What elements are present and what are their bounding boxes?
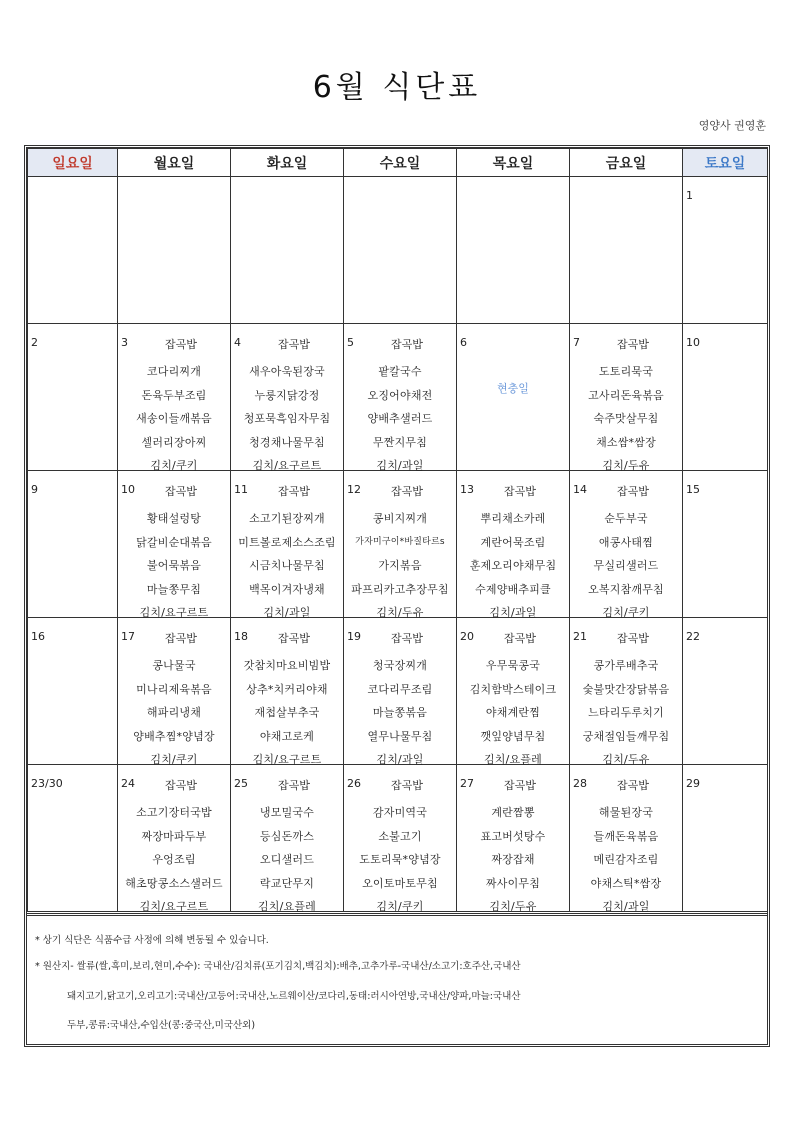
menu-item: 미트볼로제소스조림 — [238, 535, 336, 549]
day-header: 월요일 — [118, 149, 231, 177]
day-cell — [28, 765, 118, 912]
date-number: 16 — [31, 630, 45, 643]
menu-item: 코다리무조림 — [367, 682, 433, 696]
menu-item: 야채고로케 — [259, 729, 315, 743]
menu-items — [231, 654, 343, 772]
week-row — [28, 177, 768, 324]
rice-item: 잡곡밥 — [617, 632, 649, 645]
rice-item: 잡곡밥 — [391, 485, 423, 498]
menu-item: 누룽지닭강정 — [254, 388, 320, 402]
rice-item: 잡곡밥 — [278, 779, 310, 792]
day-cell — [231, 177, 344, 324]
menu-item: 들깨돈육볶음 — [593, 829, 659, 843]
menu-item: 우무묵콩국 — [485, 659, 541, 672]
day-cell — [118, 618, 231, 765]
menu-items — [118, 507, 230, 625]
date-number: 10 — [121, 483, 135, 496]
menu-item: 김치함박스테이크 — [469, 682, 557, 696]
menu-item: 애콩사태찜 — [598, 535, 654, 549]
menu-item: 새우아욱된장국 — [249, 365, 325, 378]
menu-item: 미나리제육볶음 — [136, 682, 212, 696]
day-cell — [344, 765, 457, 912]
day-cell — [570, 765, 683, 912]
menu-item: 김치/두유 — [602, 459, 650, 472]
menu-item: 불어묵볶음 — [146, 559, 202, 572]
menu-item: 해초땅콩소스샐러드 — [125, 876, 223, 890]
menu-item: 느타리두루치기 — [588, 706, 664, 719]
menu-item: 오이토마토무침 — [362, 876, 438, 890]
rice-item: 잡곡밥 — [278, 485, 310, 498]
menu-item: 코다리찌개 — [146, 365, 202, 378]
day-cell — [231, 618, 344, 765]
day-cell — [28, 324, 118, 471]
menu-item: 김치/요플레 — [483, 753, 543, 766]
day-cell — [28, 618, 118, 765]
rice-item: 잡곡밥 — [617, 779, 649, 792]
menu-item: 도토리묵*양념장 — [359, 853, 441, 866]
date-number: 19 — [347, 630, 361, 643]
menu-item: 오복지참깨무침 — [588, 582, 664, 596]
day-cell — [231, 765, 344, 912]
menu-item: 갓참치마요비빔밥 — [243, 659, 331, 672]
menu-item: 해물된장국 — [598, 806, 654, 819]
menu-item: 콩비지찌개 — [372, 512, 428, 525]
menu-item: 김치/쿠키 — [602, 606, 650, 619]
day-cell — [683, 471, 768, 618]
date-number: 23/30 — [31, 777, 63, 790]
menu-items — [570, 360, 682, 478]
day-header-row — [28, 149, 768, 177]
note-line: * 상기 식단은 식품수급 사정에 의해 변동될 수 있습니다. — [35, 935, 269, 946]
day-header: 수요일 — [344, 149, 457, 177]
menu-item: 소고기된장찌개 — [249, 512, 325, 525]
rice-item: 잡곡밥 — [165, 779, 197, 792]
week-row — [28, 765, 768, 912]
menu-item: 감자미역국 — [372, 806, 428, 819]
day-cell — [344, 471, 457, 618]
day-cell — [457, 618, 570, 765]
menu-item: 새송이들깨볶음 — [136, 412, 212, 425]
menu-item: 재첩살부추국 — [254, 706, 320, 719]
week-row — [28, 618, 768, 765]
menu-calendar — [24, 145, 770, 1047]
rice-item: 잡곡밥 — [278, 338, 310, 351]
menu-item: 닭갈비순대볶음 — [136, 535, 212, 549]
menu-item: 김치/요구르트 — [139, 606, 209, 619]
day-cell — [118, 177, 231, 324]
day-cell — [683, 765, 768, 912]
menu-items — [570, 654, 682, 772]
day-cell — [344, 177, 457, 324]
menu-item: 궁채절임들깨무침 — [582, 729, 670, 743]
rice-item: 잡곡밥 — [391, 779, 423, 792]
day-cell — [344, 618, 457, 765]
menu-item: 야채계란찜 — [485, 706, 541, 719]
menu-item: 열무나물무침 — [367, 729, 433, 743]
menu-item: 수제양배추피클 — [475, 582, 551, 596]
menu-items — [457, 507, 569, 625]
menu-item: 김치/요구르트 — [252, 753, 322, 766]
calendar-grid — [27, 148, 768, 912]
week-row — [28, 324, 768, 471]
menu-item: 소불고기 — [378, 829, 422, 843]
date-number: 28 — [573, 777, 587, 790]
menu-items — [231, 360, 343, 478]
menu-item: 콩가루배추국 — [593, 659, 659, 672]
menu-item: 김치/과일 — [376, 753, 424, 766]
rice-item: 잡곡밥 — [165, 485, 197, 498]
day-cell — [683, 324, 768, 471]
menu-item: 가자미구이*바질타르s — [355, 536, 445, 547]
date-number: 2 — [31, 336, 38, 349]
menu-item: 팥칼국수 — [378, 365, 422, 378]
day-cell — [231, 471, 344, 618]
menu-item: 청국장찌개 — [372, 659, 428, 672]
note-line: 돼지고기,닭고기,오리고기:국내산/고등어:국내산,노르웨이산/코다리,동태:러시아연방,국내산/양파,마늘:국내산 — [67, 991, 521, 1002]
day-header: 금요일 — [570, 149, 683, 177]
menu-item: 짜장마파두부 — [141, 829, 207, 843]
date-number: 25 — [234, 777, 248, 790]
day-cell — [457, 324, 570, 471]
day-header: 목요일 — [457, 149, 570, 177]
menu-item: 상추*치커리야채 — [246, 682, 328, 696]
menu-item: 도토리묵국 — [598, 365, 654, 378]
day-cell — [28, 471, 118, 618]
menu-items — [118, 654, 230, 772]
rice-item: 잡곡밥 — [391, 632, 423, 645]
menu-item: 오디샐러드 — [259, 853, 315, 866]
menu-item: 락교단무지 — [259, 876, 315, 890]
menu-item: 김치/쿠키 — [150, 753, 198, 766]
note-line: * 원산지- 쌀류(쌀,흑미,보리,현미,수수): 국내산/김치류(포기김치,백김치):배추,고추가루-국내산/소고기:호주산,국내산 — [35, 961, 521, 972]
page-title: 6월 식단표 — [312, 70, 482, 105]
date-number: 27 — [460, 777, 474, 790]
day-cell — [231, 324, 344, 471]
day-header: 화요일 — [231, 149, 344, 177]
date-number: 12 — [347, 483, 361, 496]
date-number: 14 — [573, 483, 587, 496]
menu-item: 양배추찜*양념장 — [133, 729, 215, 743]
rice-item: 잡곡밥 — [617, 338, 649, 351]
day-cell — [570, 177, 683, 324]
menu-item: 짜사이무침 — [485, 876, 541, 890]
menu-items — [231, 801, 343, 919]
week-row — [28, 471, 768, 618]
menu-item: 김치/과일 — [489, 606, 537, 619]
author-label: 영양사 권영훈 — [698, 119, 766, 132]
day-cell — [457, 471, 570, 618]
note-line: 두부,콩류:국내산,수입산(콩:중국산,미국산외) — [67, 1020, 256, 1031]
menu-items — [118, 801, 230, 919]
menu-item: 김치/과일 — [602, 900, 650, 913]
date-number: 3 — [121, 336, 128, 349]
day-cell — [457, 765, 570, 912]
date-number: 21 — [573, 630, 587, 643]
menu-item: 김치/요구르트 — [252, 459, 322, 472]
rice-item: 잡곡밥 — [617, 485, 649, 498]
menu-items — [344, 360, 456, 478]
date-number: 22 — [686, 630, 700, 643]
menu-item: 돈육두부조림 — [141, 388, 207, 402]
menu-item: 김치/요구르트 — [139, 900, 209, 913]
day-cell — [118, 324, 231, 471]
day-cell — [344, 324, 457, 471]
menu-item: 순두부국 — [604, 512, 648, 525]
menu-item: 야채스틱*쌈장 — [590, 876, 662, 890]
menu-items — [118, 360, 230, 478]
menu-item: 표고버섯탕수 — [480, 829, 546, 843]
menu-item: 가지볶음 — [378, 559, 422, 572]
day-cell — [457, 177, 570, 324]
menu-item: 김치/과일 — [263, 606, 311, 619]
menu-items — [570, 801, 682, 919]
date-number: 5 — [347, 336, 354, 349]
menu-item: 고사리돈육볶음 — [588, 388, 664, 402]
menu-item: 짜장잡채 — [491, 853, 535, 866]
date-number: 1 — [686, 189, 693, 202]
rice-item: 잡곡밥 — [504, 485, 536, 498]
menu-item: 파프리카고추장무침 — [351, 582, 449, 596]
day-header: 일요일 — [28, 149, 118, 177]
menu-items — [457, 801, 569, 919]
holiday-label: 현충일 — [497, 382, 529, 395]
date-number: 13 — [460, 483, 474, 496]
menu-item: 오징어야채전 — [367, 388, 433, 402]
menu-item: 숯불맛간장닭볶음 — [582, 682, 670, 696]
menu-item: 채소쌈*쌈장 — [596, 435, 656, 449]
date-number: 7 — [573, 336, 580, 349]
menu-item: 김치/요플레 — [257, 900, 317, 913]
day-cell — [570, 471, 683, 618]
date-number: 4 — [234, 336, 241, 349]
menu-item: 우엉조림 — [152, 853, 196, 866]
date-number: 10 — [686, 336, 700, 349]
menu-item: 숙주맛살무침 — [593, 412, 659, 425]
menu-item: 황태설렁탕 — [146, 512, 202, 525]
day-cell — [118, 471, 231, 618]
menu-item: 김치/두유 — [602, 753, 650, 766]
day-cell — [570, 618, 683, 765]
menu-items — [344, 801, 456, 919]
date-number: 29 — [686, 777, 700, 790]
rice-item: 잡곡밥 — [165, 632, 197, 645]
date-number: 6 — [460, 336, 467, 349]
menu-item: 등심돈까스 — [259, 829, 315, 843]
menu-item: 김치/쿠키 — [150, 459, 198, 472]
menu-item: 무짠지무침 — [372, 435, 428, 449]
date-number: 15 — [686, 483, 700, 496]
date-number: 11 — [234, 483, 248, 496]
menu-items — [231, 507, 343, 625]
date-number: 24 — [121, 777, 135, 790]
menu-item: 청경채나물무침 — [249, 435, 325, 449]
menu-item: 계란어묵조림 — [480, 535, 546, 549]
menu-item: 계란짬뽕 — [491, 806, 535, 819]
menu-item: 마늘쫑무침 — [146, 582, 202, 596]
rice-item: 잡곡밥 — [165, 338, 197, 351]
menu-item: 해파리냉채 — [146, 706, 202, 719]
menu-items — [570, 507, 682, 625]
menu-item: 깻잎양념무침 — [480, 729, 546, 743]
menu-item: 시금치나물무침 — [249, 559, 325, 572]
menu-item: 메린감자조림 — [593, 853, 659, 866]
menu-item: 백목이겨자냉채 — [249, 582, 325, 596]
menu-item: 김치/쿠키 — [376, 900, 424, 913]
menu-item: 청포묵흑임자무침 — [243, 412, 331, 425]
menu-items — [457, 654, 569, 772]
menu-item: 뿌리채소카레 — [480, 512, 546, 525]
menu-items — [344, 507, 456, 625]
rice-item: 잡곡밥 — [504, 779, 536, 792]
menu-item: 무실리샐러드 — [593, 559, 659, 572]
rice-item: 잡곡밥 — [391, 338, 423, 351]
menu-item: 냉모밀국수 — [259, 806, 315, 819]
day-header: 토요일 — [683, 149, 768, 177]
date-number: 18 — [234, 630, 248, 643]
rice-item: 잡곡밥 — [504, 632, 536, 645]
menu-items — [344, 654, 456, 772]
menu-item: 마늘쫑볶음 — [372, 706, 428, 719]
menu-item: 셀러리장아찌 — [141, 435, 207, 449]
rice-item: 잡곡밥 — [278, 632, 310, 645]
day-cell — [570, 324, 683, 471]
menu-item: 김치/두유 — [489, 900, 537, 913]
notes-section — [27, 913, 767, 1043]
day-cell — [118, 765, 231, 912]
day-cell — [28, 177, 118, 324]
date-number: 26 — [347, 777, 361, 790]
menu-item: 훈제오리야채무침 — [469, 559, 557, 572]
menu-item: 김치/두유 — [376, 606, 424, 619]
day-cell — [683, 177, 768, 324]
date-number: 17 — [121, 630, 135, 643]
date-number: 20 — [460, 630, 474, 643]
menu-item: 김치/과일 — [376, 459, 424, 472]
day-cell — [683, 618, 768, 765]
date-number: 9 — [31, 483, 38, 496]
menu-item: 콩나물국 — [152, 659, 196, 672]
menu-item: 소고기장터국밥 — [136, 806, 212, 819]
menu-item: 양배추샐러드 — [367, 412, 433, 425]
